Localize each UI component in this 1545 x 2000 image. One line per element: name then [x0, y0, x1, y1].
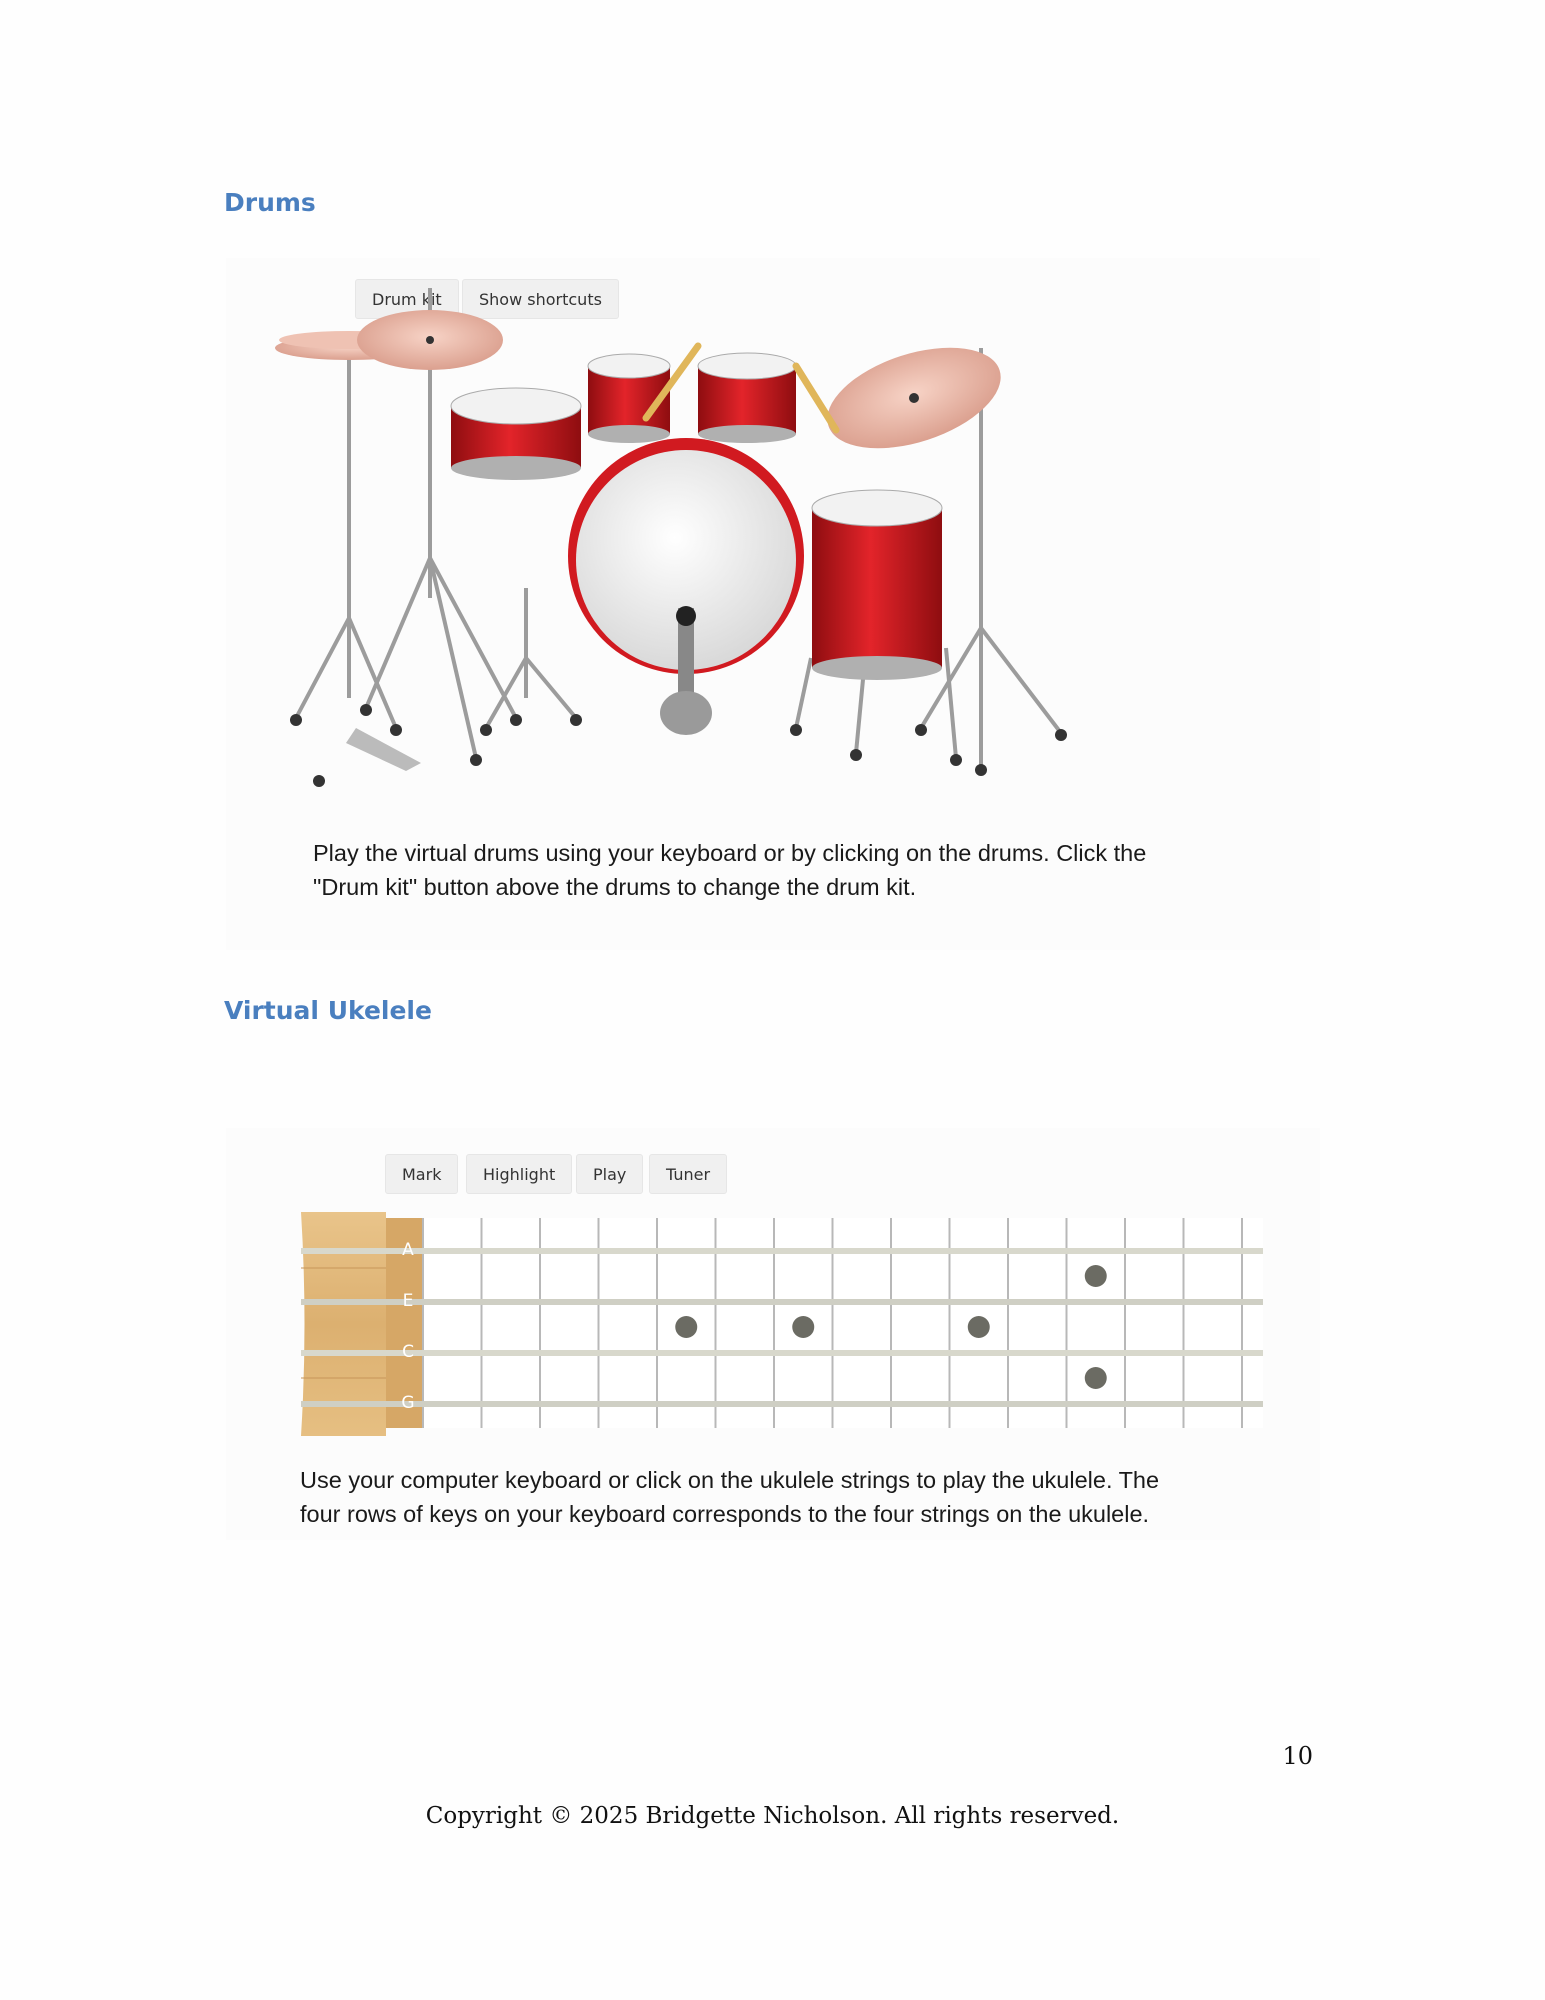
drums-caption-line-1: Play the virtual drums using your keyboard or by clicking on the drums. Click the [313, 840, 1147, 866]
hi-hat-pedal [346, 728, 421, 771]
string [301, 1299, 1263, 1305]
mark-button[interactable]: Mark [385, 1154, 458, 1194]
drum-kit-illustration[interactable] [226, 258, 1320, 818]
page-number: 10 [1282, 1742, 1313, 1770]
fret-marker-dot [968, 1316, 990, 1338]
ukulele-app-screenshot [226, 1128, 1320, 1540]
drums-caption-line-2: "Drum kit" button above the drums to change the drum kit. [313, 874, 917, 900]
show-shortcuts-button[interactable]: Show shortcuts [462, 279, 619, 319]
fret-marker-dot [1085, 1265, 1107, 1287]
drums-app-screenshot [226, 258, 1320, 950]
ukulele-caption-line-2: four rows of keys on your keyboard corresponds to the four strings on the ukulele. [300, 1501, 1150, 1527]
fret-marker-dot [1085, 1367, 1107, 1389]
string-label-e: E [402, 1291, 414, 1311]
string-label-a: A [402, 1240, 414, 1260]
play-button[interactable]: Play [576, 1154, 643, 1194]
highlight-button[interactable]: Highlight [466, 1154, 572, 1194]
drum-kit-button[interactable]: Drum kit [355, 279, 459, 319]
string [301, 1350, 1263, 1356]
copyright-notice: Copyright © 2025 Bridgette Nicholson. All rights reserved. [425, 1803, 1120, 1829]
section-heading-drums: Drums [224, 188, 316, 217]
section-heading-virtual-ukelele: Virtual Ukelele [224, 996, 432, 1025]
floor-tom [812, 490, 942, 680]
tuner-button[interactable]: Tuner [649, 1154, 727, 1194]
ukulele-fretboard[interactable] [226, 1128, 1320, 1458]
string [301, 1401, 1263, 1407]
fret-marker-dot [792, 1316, 814, 1338]
string-label-g: G [401, 1393, 415, 1413]
fret-marker-dot [675, 1316, 697, 1338]
string [301, 1248, 1263, 1254]
drumstick-right [796, 366, 836, 430]
rack-tom-right [698, 353, 796, 443]
snare-drum [451, 388, 581, 480]
string-label-c: C [402, 1342, 414, 1362]
ukulele-caption-line-1: Use your computer keyboard or click on the ukulele strings to play the ukulele. The [300, 1467, 1160, 1493]
bass-drum [568, 438, 804, 735]
